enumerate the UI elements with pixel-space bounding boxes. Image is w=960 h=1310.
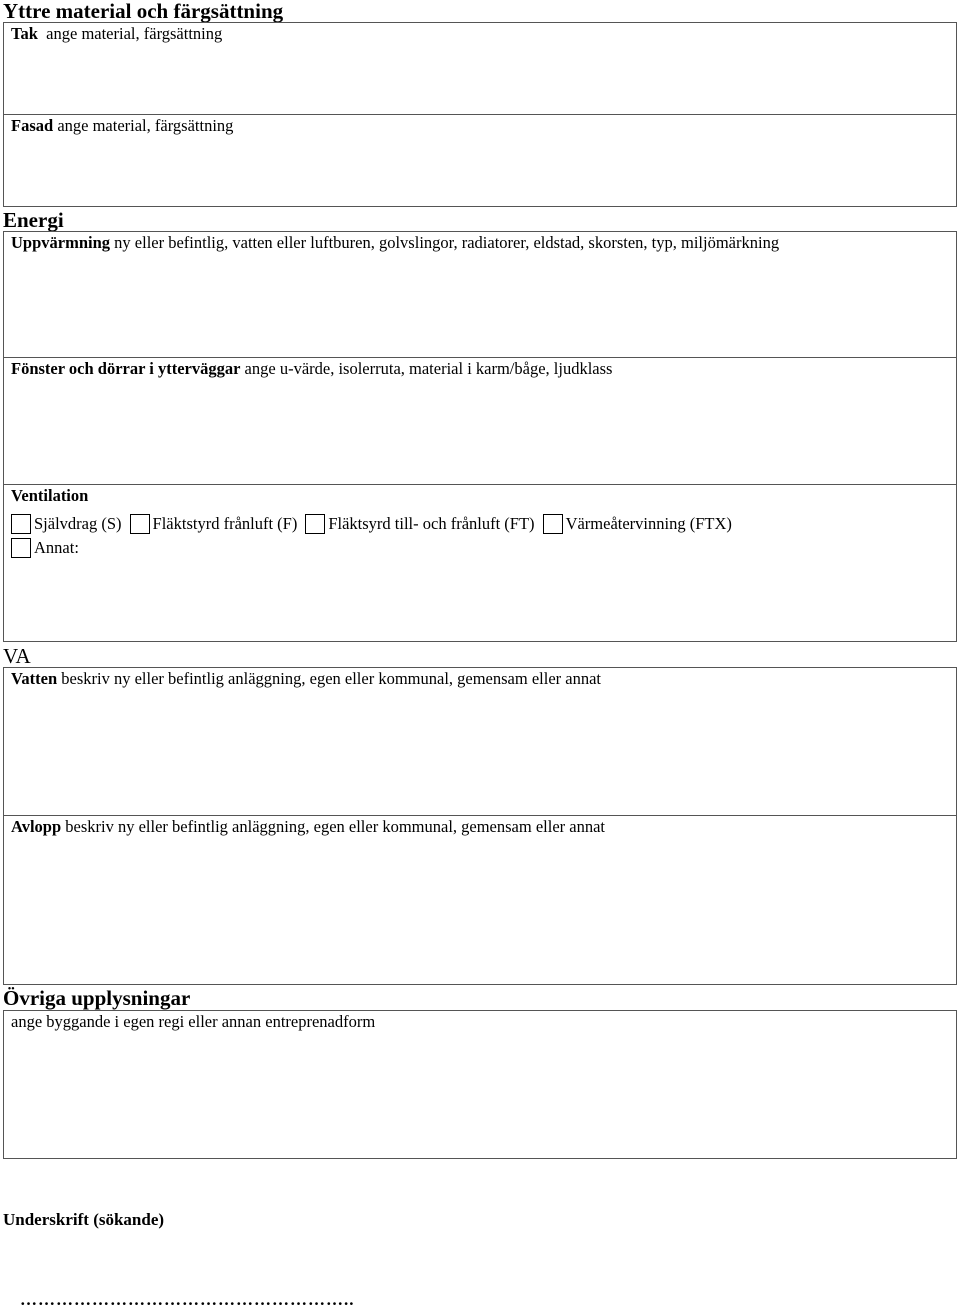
ovriga-upplysningar-field[interactable] (3, 1010, 957, 1159)
signature-label: Underskrift (sökande) (3, 1210, 165, 1229)
vatten-field[interactable] (4, 668, 956, 816)
ovriga-upplysningar-hint: ange byggande i egen regi eller annan entreprenadform (11, 1012, 376, 1031)
avlopp-label: Avlopp beskriv ny eller befintlig anläggning, egen eller kommunal, gemensam eller annat (11, 817, 606, 836)
vatten-label: Vatten beskriv ny eller befintlig anläggning, egen eller kommunal, gemensam eller annat (11, 669, 602, 688)
uppvarmning-field[interactable] (4, 232, 956, 358)
ventilation-option-varmeatervinning[interactable]: Värmeåtervinning (FTX) (543, 514, 732, 534)
ventilation-field (4, 485, 956, 640)
checkbox-sjalvdrag[interactable] (11, 514, 31, 534)
ventilation-option-sjalvdrag[interactable]: Självdrag (S) (11, 514, 122, 534)
yttre-material-block (3, 22, 957, 207)
ventilation-option-annat[interactable]: Annat: (11, 538, 79, 558)
ventilation-label: Ventilation (11, 486, 89, 505)
checkbox-varmeatervinning[interactable] (543, 514, 563, 534)
fonster-dorrar-field[interactable] (4, 358, 956, 485)
section-title-yttre-material: Yttre material och färgsättning (3, 0, 284, 23)
avlopp-field[interactable] (4, 816, 956, 983)
fasad-label: Fasad ange material, färgsättning (11, 116, 234, 135)
checkbox-annat[interactable] (11, 538, 31, 558)
section-title-ovriga-upplysningar: Övriga upplysningar (3, 986, 191, 1010)
tak-field[interactable] (4, 23, 956, 115)
checkbox-flaktsyrd-till-franluft[interactable] (305, 514, 325, 534)
checkbox-flaktstyrd-franluft[interactable] (130, 514, 150, 534)
ventilation-option-flaktstyrd-franluft[interactable]: Fläktstyrd frånluft (F) (130, 514, 298, 534)
section-title-va: VA (3, 644, 31, 668)
fonster-dorrar-label: Fönster och dörrar i ytterväggar ange u-värde, isolerruta, material i karm/båge, ljudklass (11, 359, 613, 378)
signature-line[interactable]: ……………………………………………….. (20, 1290, 355, 1309)
energi-block (3, 231, 957, 642)
ventilation-option-flaktsyrd-till-franluft[interactable]: Fläktsyrd till- och frånluft (FT) (305, 514, 534, 534)
fasad-field[interactable] (4, 115, 956, 205)
va-block (3, 667, 957, 985)
uppvarmning-label: Uppvärmning ny eller befintlig, vatten eller luftburen, golvslingor, radiatorer, eldstad, skorsten, typ, miljömärkning (11, 233, 780, 252)
section-title-energi: Energi (3, 208, 64, 232)
ventilation-options (11, 512, 740, 560)
tak-label: Tak ange material, färgsättning (11, 24, 223, 43)
